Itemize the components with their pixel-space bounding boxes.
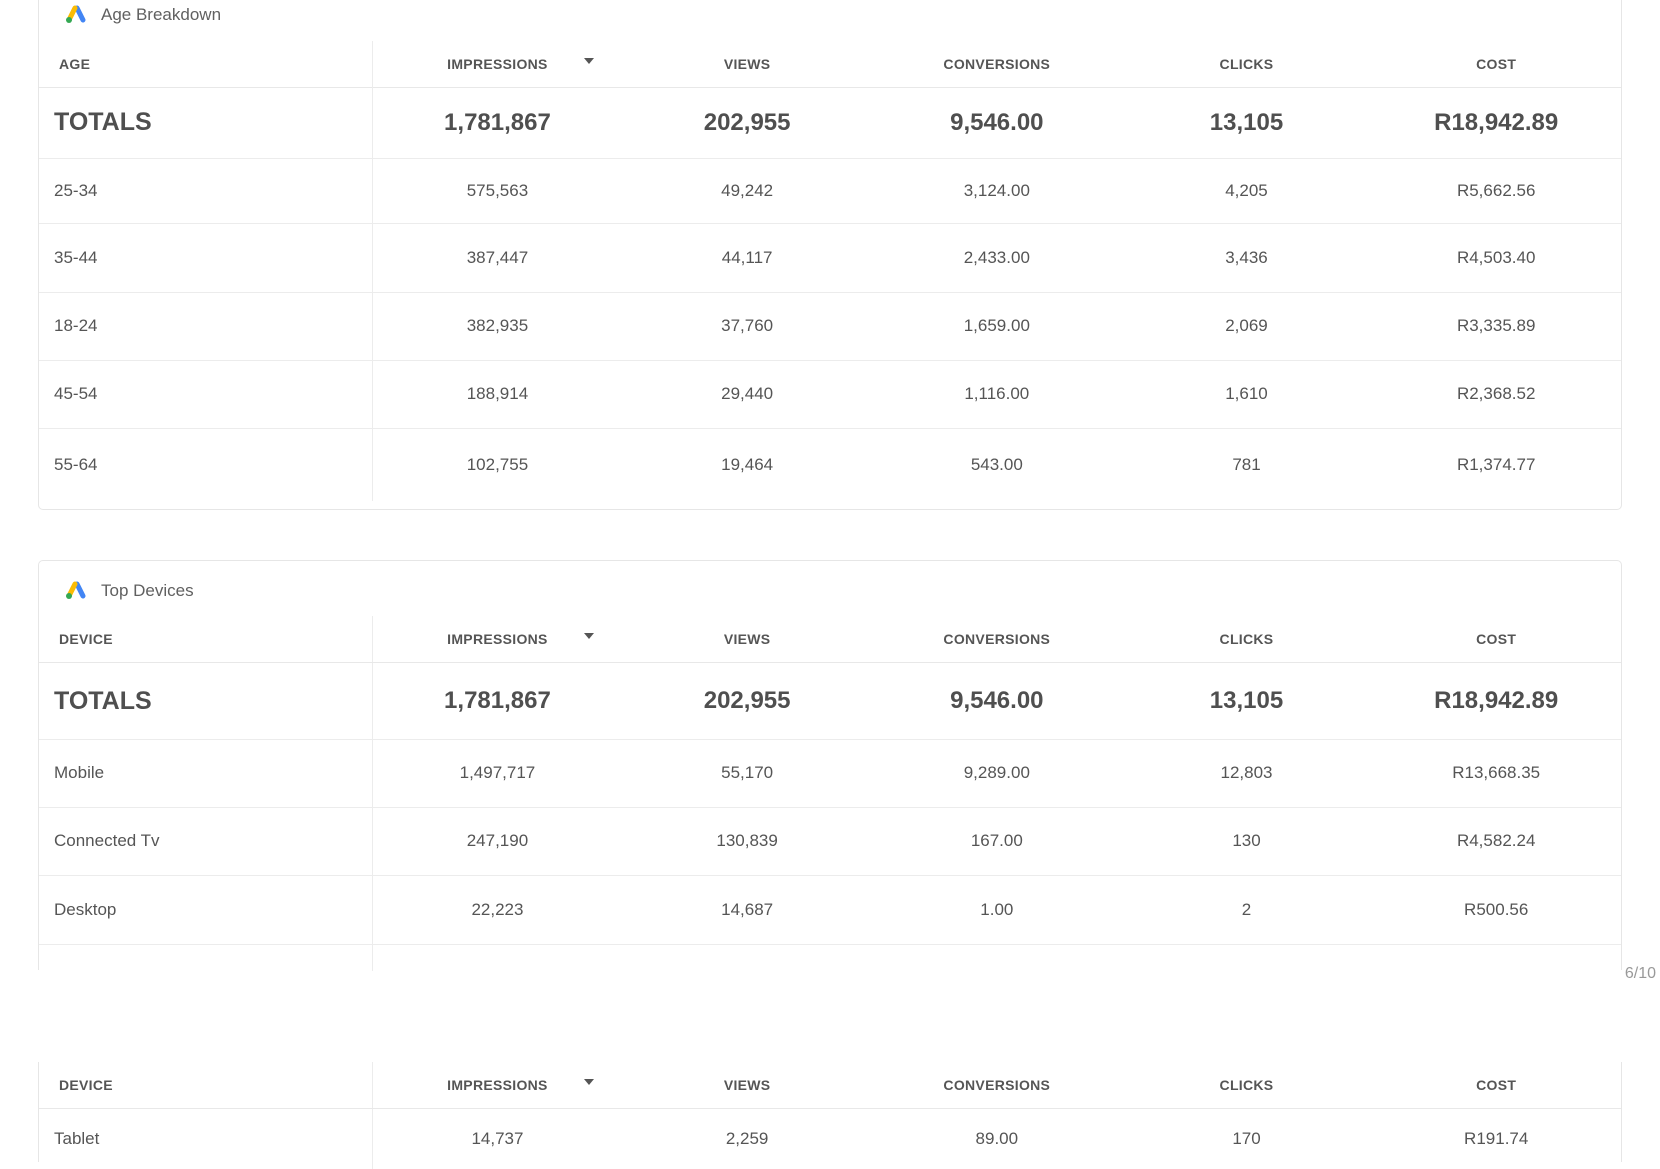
views-cell: 19,464 [721, 454, 774, 474]
row-label: Connected Tv [39, 807, 373, 875]
total-conversions: 9,546.00 [950, 687, 1044, 714]
table-row-empty [39, 945, 1621, 971]
conversions-cell: 89.00 [975, 1129, 1019, 1148]
clicks-cell: 781 [1232, 454, 1261, 474]
views-cell: 44,117 [721, 247, 773, 267]
totals-row [39, 87, 1621, 159]
clicks-cell: 130 [1232, 831, 1261, 850]
top-devices-continued-card [38, 1062, 1622, 1162]
col-header-views[interactable]: VIEWS [723, 1077, 771, 1093]
row-label: Desktop [39, 875, 373, 944]
col-header-device[interactable]: DEVICE [39, 616, 373, 662]
google-ads-logo-icon [63, 5, 87, 25]
total-clicks: 13,105 [1209, 108, 1284, 136]
col-header-conversions[interactable]: CONVERSIONS [943, 1077, 1051, 1093]
col-header-age[interactable]: AGE [39, 41, 373, 87]
views-cell: 29,440 [721, 384, 774, 403]
cost-cell: R5,662.56 [1456, 180, 1536, 200]
table-header [39, 41, 1621, 88]
col-header-conversions[interactable]: CONVERSIONS [943, 56, 1051, 72]
totals-label: TOTALS [39, 663, 373, 739]
clicks-cell: 4,205 [1225, 180, 1268, 200]
col-header-impressions[interactable] [373, 41, 623, 87]
top-devices-card [38, 560, 1622, 970]
table-header [39, 1062, 1621, 1109]
col-header-label: IMPRESSIONS [447, 631, 548, 647]
row-label: 18-24 [39, 292, 373, 360]
col-header-conversions[interactable]: CONVERSIONS [943, 631, 1051, 647]
conversions-cell: 9,289.00 [963, 763, 1030, 782]
table-row [39, 292, 1621, 361]
impressions-cell: 1,497,717 [459, 763, 536, 782]
col-header-cost[interactable]: COST [1476, 1077, 1517, 1093]
clicks-cell: 2,069 [1225, 316, 1268, 335]
impressions-cell: 102,755 [466, 454, 529, 474]
col-header-impressions[interactable] [373, 616, 623, 662]
col-header-cost[interactable]: COST [1476, 631, 1517, 647]
row-label: 35-44 [39, 223, 373, 292]
views-cell: 2,259 [725, 1129, 769, 1148]
cost-cell: R1,374.77 [1456, 454, 1536, 474]
total-cost: R18,942.89 [1434, 687, 1559, 714]
col-header-views[interactable]: VIEWS [723, 56, 771, 72]
table-row [39, 360, 1621, 429]
conversions-cell: 167.00 [970, 831, 1023, 850]
conversions-cell: 2,433.00 [963, 247, 1030, 267]
impressions-cell: 382,935 [466, 316, 529, 335]
card-title: Top Devices [101, 581, 194, 600]
cost-cell: R191.74 [1464, 1129, 1529, 1148]
col-header-label: IMPRESSIONS [447, 1077, 548, 1093]
conversions-cell: 3,124.00 [963, 180, 1030, 200]
impressions-cell: 14,737 [471, 1129, 524, 1148]
table-header [39, 616, 1621, 663]
cost-cell: R500.56 [1464, 899, 1529, 919]
col-header-clicks[interactable]: CLICKS [1219, 631, 1274, 647]
impressions-cell: 575,563 [466, 180, 529, 200]
total-views: 202,955 [703, 108, 791, 136]
total-impressions: 1,781,867 [444, 687, 551, 714]
table-row [39, 428, 1621, 501]
cost-cell: R13,668.35 [1452, 763, 1541, 782]
row-label: 25-34 [39, 158, 373, 223]
views-cell: 14,687 [721, 899, 774, 919]
clicks-cell: 3,436 [1225, 247, 1268, 267]
col-header-clicks[interactable]: CLICKS [1219, 1077, 1274, 1093]
totals-label: TOTALS [39, 87, 373, 158]
views-cell: 37,760 [721, 316, 774, 335]
cost-cell: R4,503.40 [1456, 247, 1536, 267]
sort-desc-icon[interactable] [584, 633, 594, 639]
row-label: 55-64 [39, 428, 373, 501]
impressions-cell: 188,914 [466, 384, 529, 403]
col-header-device[interactable]: DEVICE [39, 1062, 373, 1108]
cost-cell: R2,368.52 [1456, 384, 1536, 403]
conversions-cell: 1,659.00 [963, 316, 1030, 335]
table-row [39, 875, 1621, 945]
clicks-cell: 170 [1232, 1129, 1261, 1148]
col-header-label: IMPRESSIONS [447, 56, 548, 72]
clicks-cell: 12,803 [1220, 763, 1273, 782]
table-row [39, 807, 1621, 876]
age-breakdown-card [38, 0, 1622, 510]
impressions-cell: 387,447 [466, 247, 529, 267]
google-ads-logo-icon [63, 581, 87, 601]
views-cell: 55,170 [721, 763, 774, 782]
col-header-clicks[interactable]: CLICKS [1219, 56, 1274, 72]
views-cell: 130,839 [716, 831, 778, 850]
cost-cell: R3,335.89 [1456, 316, 1536, 335]
table-row [39, 223, 1621, 293]
table-row [39, 1109, 1621, 1169]
col-header-impressions[interactable] [373, 1062, 623, 1108]
row-label: Mobile [39, 739, 373, 807]
conversions-cell: 543.00 [970, 454, 1023, 474]
total-clicks: 13,105 [1209, 687, 1284, 714]
empty-cell [39, 945, 373, 971]
totals-row [39, 663, 1621, 740]
views-cell: 49,242 [721, 180, 774, 200]
age-card-header [39, 0, 1621, 33]
conversions-cell: 1.00 [980, 899, 1014, 919]
clicks-cell: 1,610 [1225, 384, 1268, 403]
sort-desc-icon[interactable] [584, 58, 594, 64]
impressions-cell: 22,223 [471, 899, 524, 919]
cost-cell: R4,582.24 [1456, 831, 1536, 850]
clicks-cell: 2 [1241, 899, 1252, 919]
col-header-cost[interactable]: COST [1476, 56, 1517, 72]
conversions-cell: 1,116.00 [964, 384, 1030, 403]
table-row [39, 158, 1621, 224]
total-views: 202,955 [703, 687, 791, 714]
total-conversions: 9,546.00 [950, 108, 1044, 136]
card-title: Age Breakdown [101, 5, 222, 24]
row-label: 45-54 [39, 360, 373, 428]
sort-desc-icon[interactable] [584, 1079, 594, 1085]
total-cost: R18,942.89 [1434, 108, 1559, 136]
col-header-views[interactable]: VIEWS [723, 631, 771, 647]
row-label: Tablet [39, 1109, 373, 1169]
total-impressions: 1,781,867 [444, 108, 551, 136]
impressions-cell: 247,190 [466, 831, 529, 850]
table-row [39, 739, 1621, 808]
devices-card-header [39, 561, 1621, 601]
page-indicator: 6/10 [1624, 965, 1656, 982]
